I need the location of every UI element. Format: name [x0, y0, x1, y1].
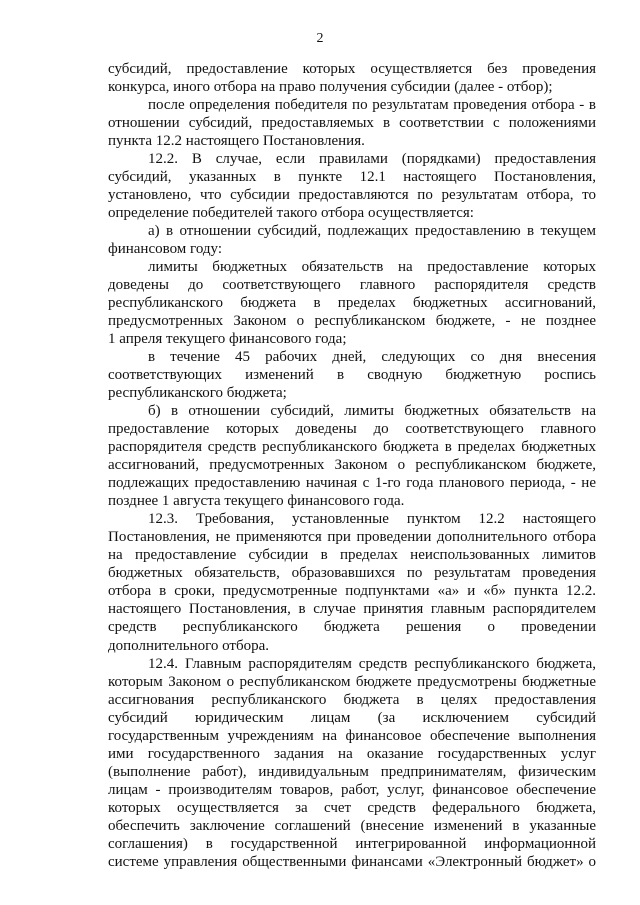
text-line: предусмотренных Законом о республиканском бюджете, - не позднее [108, 313, 596, 330]
text-line: отбора в сроки, предусмотренные подпунктами «а» и «б» пункта 12.2. [108, 583, 596, 600]
text-line: республиканского бюджета; [108, 385, 287, 402]
text-line: определение победителей такого отбора осуществляется: [108, 205, 474, 222]
text-line: лимиты бюджетных обязательств на предоставление которых [148, 259, 596, 276]
text-line: предоставление которых доведены до соответствующего главного [108, 421, 596, 438]
text-line: б) в отношении субсидий, лимиты бюджетных обязательств на [148, 403, 596, 420]
text-line: в течение 45 рабочих дней, следующих со дня внесения [148, 349, 596, 366]
text-line: бюджетных обязательств, образовавшихся по результатам проведения [108, 565, 596, 582]
text-line: позднее 1 августа текущего финансового года. [108, 493, 405, 510]
text-line: системе управления общественными финансами «Электронный бюджет» о [108, 853, 596, 870]
text-line: 1 апреля текущего финансового года; [108, 331, 347, 348]
text-line: ими государственного задания на оказание государственных услуг [108, 745, 596, 762]
text-line: 12.4. Главным распорядителям средств республиканского бюджета, [148, 655, 596, 672]
text-line: а) в отношении субсидий, подлежащих предоставлению в текущем [148, 223, 596, 240]
text-line: обеспечить заключение соглашений (внесение изменений в указанные [108, 817, 596, 834]
text-line: ассигнований, предусмотренных Законом о республиканском бюджете, [108, 457, 596, 474]
text-line: которых осуществляется за счет средств федерального бюджета, [108, 799, 596, 816]
text-line: дополнительного отбора. [108, 637, 269, 654]
text-line: пункта 12.2 настоящего Постановления. [108, 133, 365, 150]
text-line: отношении субсидий, предоставляемых в соответствии с положениями [108, 115, 596, 132]
text-line: республиканского бюджета в пределах бюджетных ассигнований, [108, 295, 596, 312]
text-line: субсидий, указанных в пункте 12.1 настоящего Постановления, [108, 169, 596, 186]
text-line: субсидий юридическим лицам (за исключением субсидий [108, 709, 596, 726]
text-line: субсидий, предоставление которых осуществляется без проведения [108, 61, 596, 77]
text-line: после определения победителя по результатам проведения отбора - в [148, 97, 596, 114]
text-line: установлено, что субсидии предоставляются по результатам отбора, то [108, 187, 596, 204]
text-line: лицам - производителям товаров, работ, услуг, финансовое обеспечение [108, 781, 596, 798]
text-line: 12.3. Требования, установленные пунктом 12.2 настоящего [148, 511, 596, 528]
page-number: 2 [316, 31, 324, 46]
text-line: на предоставление субсидии в пределах неиспользованных лимитов [108, 547, 596, 564]
text-line: средств республиканского бюджета решения о проведении [108, 619, 596, 636]
text-line: ассигнования республиканского бюджета в целях предоставления [108, 691, 596, 708]
text-line: распорядителя средств республиканского бюджета в пределах бюджетных [108, 439, 596, 456]
text-line: 12.2. В случае, если правилами (порядками) предоставления [148, 151, 596, 168]
text-line: настоящего Постановления, в случае принятия главным распорядителем [108, 601, 596, 618]
text-line: Постановления, не применяются при проведении дополнительного отбора [108, 529, 596, 546]
text-line: которым Законом о республиканском бюджете предусмотрены бюджетные [108, 673, 596, 690]
text-line: доведены до соответствующего главного распорядителя средств [108, 277, 596, 294]
text-line: финансовом году: [108, 241, 223, 258]
text-line: соответствующих изменений в сводную бюджетную роспись [108, 367, 596, 384]
document-body [108, 60, 596, 871]
text-line: (выполнение работ), индивидуальным предпринимателям, физическим [108, 763, 596, 780]
text-line: соглашения) в государственной интегрированной информационной [108, 835, 596, 852]
text-line: конкурса, иного отбора на право получения субсидии (далее - отбор); [108, 79, 553, 96]
text-line: государственным учреждениям на финансовое обеспечение выполнения [108, 727, 596, 744]
text-line: подлежащих предоставлению начиная с 1-го года планового периода, - не [108, 475, 596, 492]
